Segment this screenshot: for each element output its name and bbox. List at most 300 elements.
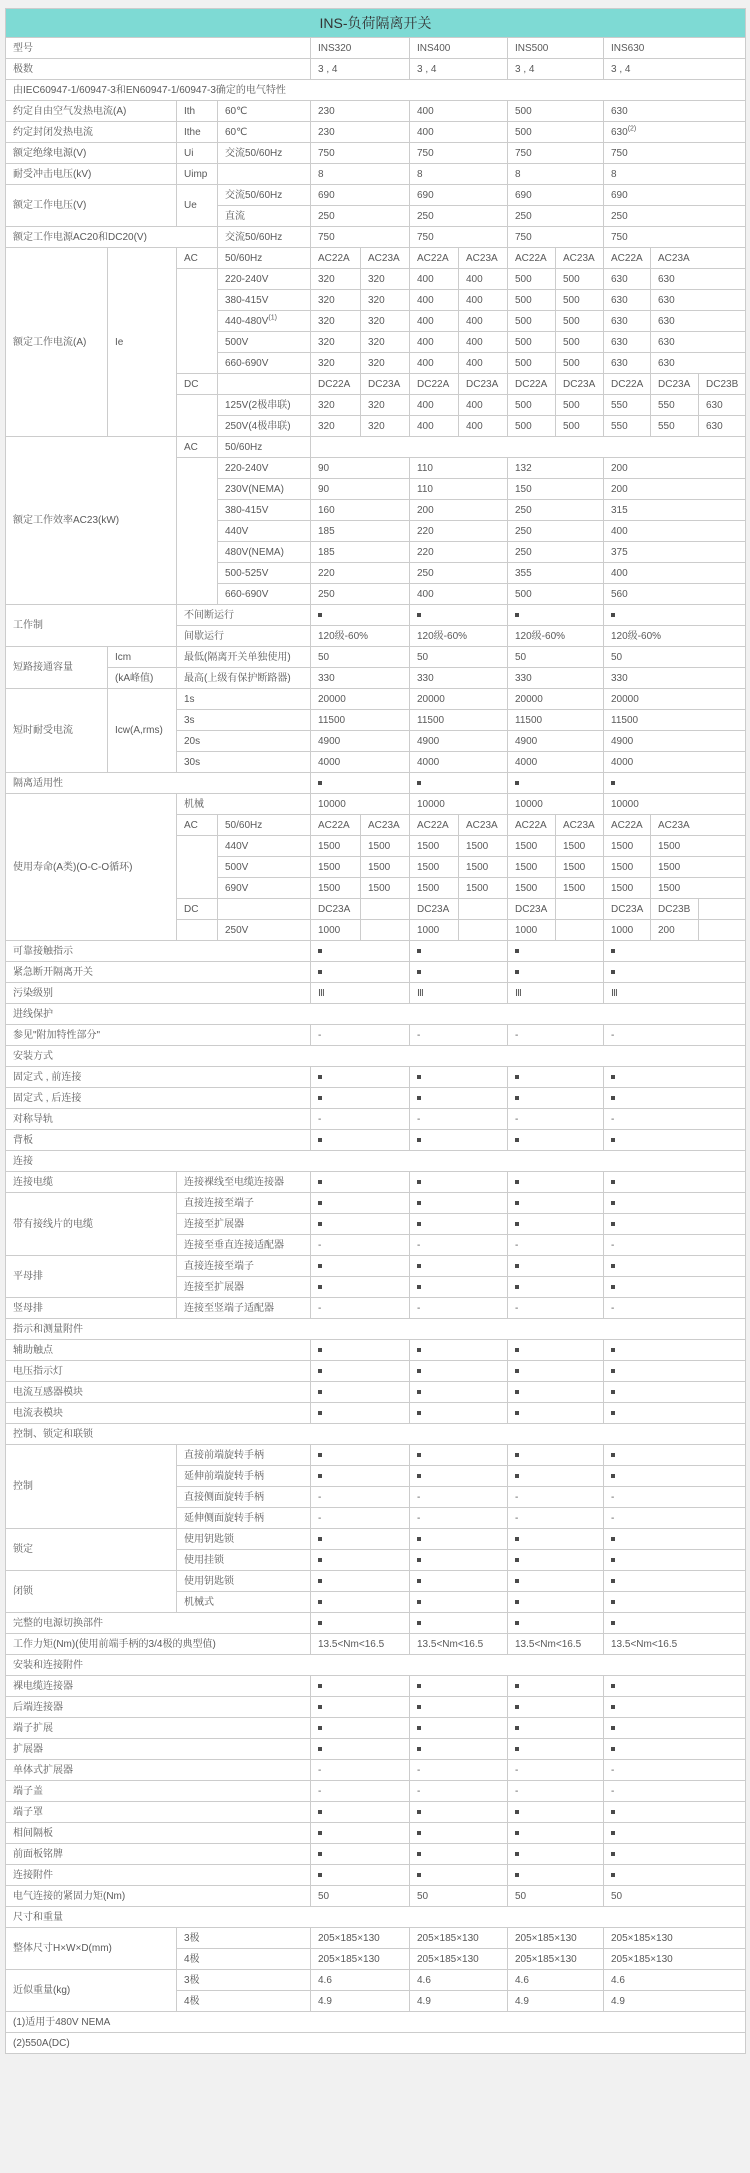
table-row: [6, 1046, 746, 1067]
table-cell: 机械: [177, 794, 311, 815]
availability-marker: [611, 1411, 615, 1415]
table-cell: -: [311, 1760, 410, 1781]
table-cell: [410, 1592, 508, 1613]
table-cell: 400: [459, 332, 508, 353]
table-row: [6, 1739, 746, 1760]
table-cell: [311, 1445, 410, 1466]
table-cell: [410, 1193, 508, 1214]
availability-marker: [611, 1579, 615, 1583]
table-cell: [508, 962, 604, 983]
table-cell: [508, 1067, 604, 1088]
table-cell: [604, 773, 746, 794]
availability-marker: [417, 1075, 421, 1079]
table-cell: 690: [604, 185, 746, 206]
table-cell: 150: [508, 479, 604, 500]
table-cell: 前面板铭牌: [6, 1844, 311, 1865]
table-cell: 330: [508, 668, 604, 689]
table-cell: 690: [508, 185, 604, 206]
table-cell: 200: [604, 458, 746, 479]
table-cell: [699, 899, 746, 920]
table-cell: 50/60Hz: [218, 815, 311, 836]
table-row: [6, 1193, 746, 1214]
table-cell: [311, 941, 410, 962]
table-cell: 550: [651, 416, 699, 437]
table-cell: [508, 1802, 604, 1823]
table-cell: 750: [311, 227, 410, 248]
table-cell: 额定工作电压(V): [6, 185, 177, 227]
table-cell: 1000: [604, 920, 651, 941]
table-cell: [177, 836, 218, 899]
table-cell: 13.5<Nm<16.5: [604, 1634, 746, 1655]
table-cell: 120级-60%: [508, 626, 604, 647]
table-cell: [604, 1277, 746, 1298]
table-cell: 50: [604, 1886, 746, 1907]
table-cell: [410, 1466, 508, 1487]
availability-marker: [515, 1474, 519, 1478]
table-cell: [311, 1403, 410, 1424]
table-cell: 60℃: [218, 122, 311, 143]
availability-marker: [515, 1411, 519, 1415]
table-cell: [508, 1277, 604, 1298]
availability-marker: [318, 1411, 322, 1415]
availability-marker: [515, 1264, 519, 1268]
table-cell: [311, 1802, 410, 1823]
availability-marker: [515, 1726, 519, 1730]
table-cell: 630: [604, 290, 651, 311]
table-cell: 355: [508, 563, 604, 584]
table-cell: [410, 1697, 508, 1718]
table-cell: 使用钥匙锁: [177, 1571, 311, 1592]
table-cell: 4.6: [508, 1970, 604, 1991]
table-cell: 8: [508, 164, 604, 185]
table-cell: [604, 1613, 746, 1634]
table-cell: DC22A: [311, 374, 361, 395]
availability-marker: [515, 613, 519, 617]
availability-marker: [515, 1810, 519, 1814]
table-cell: 4000: [508, 752, 604, 773]
table-cell: 315: [604, 500, 746, 521]
table-row: [6, 248, 746, 269]
table-cell: [311, 1172, 410, 1193]
availability-marker: [417, 1537, 421, 1541]
table-row: [6, 122, 746, 143]
table-cell: [311, 1550, 410, 1571]
table-cell: -: [508, 1235, 604, 1256]
table-cell: 1500: [651, 836, 746, 857]
table-cell: -: [410, 1508, 508, 1529]
table-cell: 20000: [508, 689, 604, 710]
table-row: [6, 1256, 746, 1277]
table-cell: 750: [508, 227, 604, 248]
table-row: [6, 227, 746, 248]
table-cell: 11500: [508, 710, 604, 731]
table-cell: AC23A: [651, 248, 746, 269]
availability-marker: [318, 1600, 322, 1604]
table-cell: 相间隔板: [6, 1823, 311, 1844]
availability-marker: [611, 1180, 615, 1184]
table-cell: [361, 899, 410, 920]
table-cell: 630: [699, 395, 746, 416]
availability-marker: [417, 1285, 421, 1289]
availability-marker: [611, 1201, 615, 1205]
table-cell: 20000: [311, 689, 410, 710]
table-cell: 500: [556, 395, 604, 416]
availability-marker: [417, 1201, 421, 1205]
table-cell: [604, 1256, 746, 1277]
table-cell: 连接附件: [6, 1865, 311, 1886]
table-cell: 400: [410, 290, 459, 311]
table-row: [6, 689, 746, 710]
table-cell: 560: [604, 584, 746, 605]
table-cell: 3 , 4: [508, 59, 604, 80]
table-cell: [311, 1382, 410, 1403]
table-cell: DC23B: [699, 374, 746, 395]
availability-marker: [611, 1369, 615, 1373]
table-cell: 端子扩展: [6, 1718, 311, 1739]
table-cell: 10000: [508, 794, 604, 815]
table-cell: Ue: [177, 185, 218, 227]
table-cell: [604, 962, 746, 983]
table-cell: Ie: [108, 248, 177, 437]
table-cell: 4900: [410, 731, 508, 752]
table-cell: 电气连接的紧固力矩(Nm): [6, 1886, 311, 1907]
table-cell: 4000: [410, 752, 508, 773]
table-cell: 直流: [218, 206, 311, 227]
table-cell: [311, 1739, 410, 1760]
table-cell: 型号: [6, 38, 311, 59]
availability-marker: [515, 1747, 519, 1751]
table-cell: 可靠接触指示: [6, 941, 311, 962]
table-cell: -: [410, 1235, 508, 1256]
table-cell: 20000: [410, 689, 508, 710]
table-cell: [604, 1067, 746, 1088]
table-cell: 1500: [556, 836, 604, 857]
table-cell: [508, 605, 604, 626]
table-cell: 500: [556, 290, 604, 311]
availability-marker: [318, 1579, 322, 1583]
table-cell: 320: [311, 395, 361, 416]
availability-marker: [611, 1453, 615, 1457]
table-cell: [604, 605, 746, 626]
availability-marker: [417, 1810, 421, 1814]
table-row: [6, 1802, 746, 1823]
table-cell: 短路接通容量: [6, 647, 108, 689]
table-cell: [311, 1067, 410, 1088]
availability-marker: [417, 1873, 421, 1877]
table-cell: (kA峰值): [108, 668, 177, 689]
table-cell: DC23A: [651, 374, 699, 395]
table-cell: 固定式 , 前连接: [6, 1067, 311, 1088]
availability-marker: [318, 1390, 322, 1394]
table-cell: [410, 605, 508, 626]
table-cell: [508, 1193, 604, 1214]
table-cell: -: [410, 1109, 508, 1130]
table-cell: 连接电缆: [6, 1172, 177, 1193]
table-cell: 4极: [177, 1949, 311, 1970]
availability-marker: [417, 1411, 421, 1415]
table-cell: 10000: [604, 794, 746, 815]
table-cell: [508, 1550, 604, 1571]
availability-marker: [515, 1348, 519, 1352]
availability-marker: [515, 1831, 519, 1835]
table-cell: Ⅲ: [508, 983, 604, 1004]
table-cell: [508, 1088, 604, 1109]
table-cell: 使用挂锁: [177, 1550, 311, 1571]
table-cell: [604, 1445, 746, 1466]
availability-marker: [611, 1138, 615, 1142]
table-cell: AC22A: [604, 815, 651, 836]
table-cell: 500: [508, 311, 556, 332]
table-row: [6, 1886, 746, 1907]
availability-marker: [611, 1810, 615, 1814]
table-cell: 直接连接至端子: [177, 1193, 311, 1214]
table-cell: INS630: [604, 38, 746, 59]
table-cell: 50: [508, 1886, 604, 1907]
availability-marker: [318, 1096, 322, 1100]
table-cell: 1500: [410, 836, 459, 857]
availability-marker: [515, 1222, 519, 1226]
table-cell: [311, 1592, 410, 1613]
table-cell: [604, 1403, 746, 1424]
table-cell: -: [508, 1109, 604, 1130]
table-cell: AC23A: [556, 248, 604, 269]
table-row: [6, 1382, 746, 1403]
table-row: [6, 1907, 746, 1928]
table-cell: [508, 1718, 604, 1739]
table-cell: 1500: [361, 878, 410, 899]
spec-table: [5, 8, 746, 2054]
table-cell: 近似重量(kg): [6, 1970, 177, 2012]
table-cell: [508, 1445, 604, 1466]
table-cell: AC23A: [459, 815, 508, 836]
table-cell: [508, 1172, 604, 1193]
table-cell: -: [508, 1298, 604, 1319]
table-cell: [410, 941, 508, 962]
table-cell: 320: [361, 353, 410, 374]
table-cell: 使用钥匙锁: [177, 1529, 311, 1550]
table-cell: -: [311, 1298, 410, 1319]
availability-marker: [515, 1180, 519, 1184]
table-cell: [410, 1676, 508, 1697]
table-cell: [604, 1340, 746, 1361]
table-cell: 160: [311, 500, 410, 521]
availability-marker: [515, 1558, 519, 1562]
table-cell: [311, 1676, 410, 1697]
table-cell: 对称导轨: [6, 1109, 311, 1130]
table-cell: 185: [311, 521, 410, 542]
table-cell: [508, 941, 604, 962]
table-cell: 额定工作效率AC23(kW): [6, 437, 177, 605]
availability-marker: [611, 1390, 615, 1394]
table-cell: 400: [410, 584, 508, 605]
table-cell: 工作制: [6, 605, 177, 647]
table-cell: Ⅲ: [410, 983, 508, 1004]
availability-marker: [515, 1096, 519, 1100]
table-cell: 630: [651, 332, 746, 353]
table-cell: -: [508, 1508, 604, 1529]
table-row: [6, 1613, 746, 1634]
table-cell: 630: [604, 353, 651, 374]
table-cell: 400: [410, 416, 459, 437]
table-cell: 1500: [508, 857, 556, 878]
table-cell: 400: [410, 311, 459, 332]
table-cell: [311, 1697, 410, 1718]
availability-marker: [515, 1852, 519, 1856]
table-cell: 4.9: [410, 1991, 508, 2012]
table-cell: [311, 1361, 410, 1382]
table-cell: [604, 1739, 746, 1760]
table-cell: 30s: [177, 752, 311, 773]
availability-marker: [318, 1201, 322, 1205]
availability-marker: [611, 1684, 615, 1688]
table-row: [6, 1109, 746, 1130]
table-cell: -: [604, 1760, 746, 1781]
availability-marker: [417, 1726, 421, 1730]
section-header: 由IEC60947-1/60947-3和EN60947-1/60947-3确定的电气特性: [6, 80, 746, 101]
table-cell: AC22A: [604, 248, 651, 269]
table-cell: 端子盖: [6, 1781, 311, 1802]
table-cell: [311, 1256, 410, 1277]
table-cell: 连接至扩展器: [177, 1214, 311, 1235]
table-cell: 8: [604, 164, 746, 185]
availability-marker: [417, 1684, 421, 1688]
table-cell: [459, 920, 508, 941]
table-cell: -: [604, 1487, 746, 1508]
table-cell: 400: [459, 395, 508, 416]
table-cell: 机械式: [177, 1592, 311, 1613]
availability-marker: [318, 1621, 322, 1625]
table-cell: 400: [459, 269, 508, 290]
table-cell: 320: [361, 311, 410, 332]
table-cell: 205×185×130: [508, 1949, 604, 1970]
table-cell: 延伸侧面旋转手柄: [177, 1508, 311, 1529]
availability-marker: [611, 1621, 615, 1625]
table-row: [6, 143, 746, 164]
table-row: [6, 1151, 746, 1172]
table-cell: AC: [177, 815, 218, 836]
table-cell: 330: [311, 668, 410, 689]
table-cell: 630: [604, 269, 651, 290]
table-cell: 500: [508, 584, 604, 605]
table-cell: 250: [508, 500, 604, 521]
table-cell: [556, 899, 604, 920]
availability-marker: [515, 1285, 519, 1289]
table-cell: 250V: [218, 920, 311, 941]
table-cell: 330: [410, 668, 508, 689]
table-cell: [508, 1256, 604, 1277]
table-cell: -: [508, 1760, 604, 1781]
table-cell: [410, 1571, 508, 1592]
table-cell: -: [311, 1025, 410, 1046]
table-cell: 220-240V: [218, 458, 311, 479]
table-cell: 间歇运行: [177, 626, 311, 647]
availability-marker: [318, 1852, 322, 1856]
table-row: [6, 1025, 746, 1046]
table-cell: 短时耐受电流: [6, 689, 108, 773]
table-cell: 220-240V: [218, 269, 311, 290]
table-row: [6, 962, 746, 983]
table-cell: [311, 1529, 410, 1550]
table-cell: Icw(A,rms): [108, 689, 177, 773]
table-cell: 50: [410, 647, 508, 668]
availability-marker: [515, 949, 519, 953]
table-cell: 1500: [410, 878, 459, 899]
availability-marker: [611, 949, 615, 953]
table-cell: $440-480V^{(1)}$: [218, 311, 311, 332]
table-cell: [604, 1130, 746, 1151]
availability-marker: [318, 1264, 322, 1268]
table-cell: 1000: [311, 920, 361, 941]
table-cell: [604, 1466, 746, 1487]
table-cell: 1000: [410, 920, 459, 941]
table-cell: 4.9: [604, 1991, 746, 2012]
table-cell: 630: [651, 353, 746, 374]
table-cell: 额定绝缘电源(V): [6, 143, 177, 164]
availability-marker: [318, 970, 322, 974]
availability-marker: [515, 1684, 519, 1688]
table-cell: [311, 1214, 410, 1235]
section-header: 控制、锁定和联锁: [6, 1424, 746, 1445]
table-cell: [177, 920, 218, 941]
table-cell: 污染级别: [6, 983, 311, 1004]
availability-marker: [515, 781, 519, 785]
table-cell: -: [604, 1109, 746, 1130]
table-cell: [311, 1466, 410, 1487]
table-cell: [604, 1172, 746, 1193]
table-cell: [604, 1214, 746, 1235]
table-cell: 带有接线片的电缆: [6, 1193, 177, 1256]
table-cell: [508, 1571, 604, 1592]
availability-marker: [515, 1873, 519, 1877]
table-cell: 完整的电源切换部件: [6, 1613, 311, 1634]
table-cell: [508, 1340, 604, 1361]
availability-marker: [318, 1453, 322, 1457]
table-cell: [410, 1718, 508, 1739]
table-cell: DC23A: [311, 899, 361, 920]
table-cell: [410, 1172, 508, 1193]
table-row: [6, 2012, 746, 2033]
table-cell: 50: [311, 1886, 410, 1907]
table-cell: 320: [311, 311, 361, 332]
table-cell: 1500: [311, 878, 361, 899]
table-cell: [311, 1823, 410, 1844]
availability-marker: [417, 1621, 421, 1625]
availability-marker: [611, 1075, 615, 1079]
availability-marker: [417, 1096, 421, 1100]
table-cell: -: [604, 1025, 746, 1046]
footnote: (1)适用于480V NEMA: [6, 2012, 746, 2033]
table-cell: -: [604, 1298, 746, 1319]
table-cell: Ui: [177, 143, 218, 164]
availability-marker: [611, 970, 615, 974]
table-cell: [604, 1550, 746, 1571]
table-cell: 1500: [651, 857, 746, 878]
availability-marker: [611, 1285, 615, 1289]
table-cell: 约定封闭发热电流: [6, 122, 177, 143]
table-cell: 630$^{(2)}$: [604, 122, 746, 143]
table-cell: 3 , 4: [410, 59, 508, 80]
table-cell: 交流50/60Hz: [218, 185, 311, 206]
table-row: [6, 1655, 746, 1676]
table-cell: 10000: [311, 794, 410, 815]
table-cell: INS500: [508, 38, 604, 59]
table-cell: 交流50/60Hz: [218, 143, 311, 164]
table-cell: 400: [459, 416, 508, 437]
table-cell: DC23A: [410, 899, 459, 920]
table-cell: 500: [556, 353, 604, 374]
table-cell: 50: [604, 647, 746, 668]
table-cell: [410, 1844, 508, 1865]
